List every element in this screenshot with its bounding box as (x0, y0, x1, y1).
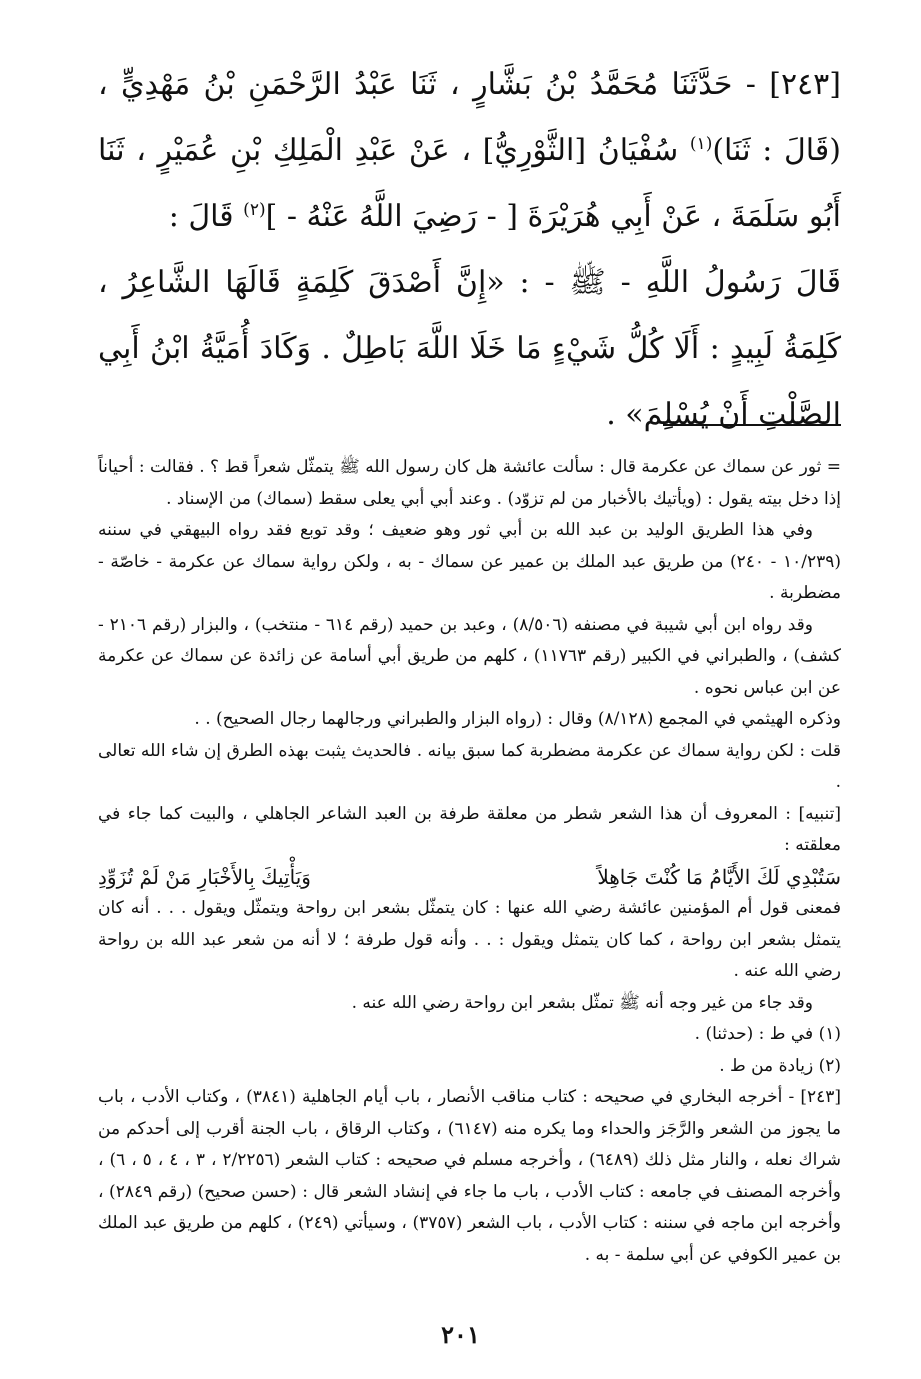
verse-first-hemistich: سَتُبْدِي لَكَ الأَيَّامُ مَا كُنْتَ جَاهِلاً (597, 864, 841, 889)
takhrij-note: [٢٤٣] - أخرجه البخاري في صحيحه : كتاب مناقب الأنصار ، باب أيام الجاهلية (٣٨٤١) ، وكتاب الأدب ، باب ما يجوز من الشعر والرَّجَز والحداء وما يكره منه (٦١٤٧) ، وكتاب الرقاق ، باب الجنة أقرب إلى أحدكم من شراك نعله ، والنار مثل ذلك (٦٤٨٩) ، وأخرجه مسلم في صحيحه : كتاب الشعر (٢/٢٢٥٦ ، ٣ ، ٤ ، ٥ ، ٦) ، وأخرجه المصنف في جامعه : كتاب الأدب ، باب ما جاء في إنشاد الشعر قال : (حسن صحيح) (رقم ٢٨٤٩) ، وأخرجه ابن ماجه في سننه : كتاب الأدب ، باب الشعر (٣٧٥٧) ، وسيأتي (٢٤٩) ، كلهم من طريق عبد الملك بن عمير الكوفي عن أبي سلمة - به . (98, 1087, 842, 1265)
hadith-isnad (98, 52, 841, 250)
page-number: ٢٠١ (441, 1320, 480, 1349)
note-paragraph: وذكره الهيثمي في المجمع (٨/١٢٨) وقال : (رواه البزار والطبراني ورجالهما رجال الصحيح) . . (194, 709, 841, 729)
isnad-line-1: [٢٤٣] - حَدَّثَنَا مُحَمَّدُ بْنُ بَشَّارٍ ، ثَنَا عَبْدُ الرَّحْمَنِ بْنُ مَهْدِيٍّ ، (قَالَ : ثَنَا) (98, 67, 841, 168)
poem-verse (98, 862, 841, 894)
footnote-ref-1[interactable]: (١) (689, 134, 713, 154)
note-paragraph: [تنبيه] : المعروف أن هذا الشعر شطر من معلقة طرفة بن العبد الشاعر الجاهلي ، والبيت كما جاء في معلقته : (98, 803, 841, 855)
footnote-ref-2[interactable]: (٢) (243, 200, 266, 220)
note-paragraph: فمعنى قول أم المؤمنين عائشة رضي الله عنها : كان يتمثّل بشعر ابن رواحة ويتمثّل ويقول . . . أنه كان يتمثل بشعر ابن رواحة ، كما كان يتمثل ويقول : . . وأنه قول طرفة ؛ لا أنه من شعر عبد الله بن رواحة رضي الله عنه . (98, 898, 842, 981)
isnad-line-2: سُفْيَانُ [الثَّوْرِيُّ] ، عَنْ عَبْدِ الْمَلِكِ بْنِ عُمَيْرٍ ، ثَنَا أَبُو سَلَمَةَ ، عَنْ أَبِي (98, 133, 841, 234)
note-paragraph: وقد رواه ابن أبي شيبة في مصنفه (٨/٥٠٦) ، وعبد بن حميد (رقم ٦١٤ - منتخب) ، والبزار (رقم ٢١٠٦ - كشف) ، والطبراني في الكبير (رقم ١١٧٦٣) ، كلهم من طريق أبي أسامة عن زائدة عن سماك عن عكرمة عن ابن عباس نحوه . (98, 614, 841, 698)
note-paragraph: وفي هذا الطريق الوليد بن عبد الله بن أبي ثور وهو ضعيف ؛ وقد توبع فقد رواه البيهقي في سننه (١٠/٢٣٩ - ٢٤٠) من طريق عبد الملك بن عمير عن سماك - به ، ولكن رواية سماك عن عكرمة - خاصّة - مضطربة . (98, 520, 841, 603)
hadith-matn: قَالَ رَسُولُ اللَّهِ - ﷺ - : «إِنَّ أَصْدَقَ كَلِمَةٍ قَالَهَا الشَّاعِرُ ، كَلِمَةُ لَبِيدٍ : أَلَا كُلُّ شَيْءٍ مَا خَلَا اللَّهَ بَاطِلٌ . وَكَادَ أُمَيَّةُ ابْنُ أَبِي الصَّلْتِ أَنْ يُسْلِمَ» . (98, 265, 841, 432)
footnote-separator (663, 424, 841, 426)
hadith-text (98, 52, 841, 448)
note-paragraph: وقد جاء من غير وجه أنه ﷺ تمثّل بشعر ابن رواحة رضي الله عنه . (351, 992, 813, 1013)
isnad-line-3: هُرَيْرَةَ [ - رَضِيَ اللَّهُ عَنْهُ - ] (265, 199, 601, 234)
footnotes (98, 452, 841, 1271)
isnad-line-3-end: قَالَ : (168, 199, 244, 234)
note-paragraph: = ثور عن سماك عن عكرمة قال : سألت عائشة هل كان رسول الله ﷺ يتمثّل شعراً قط ؟ . فقالت : أحياناً إذا دخل بيته يقول : (ويأتيك بالأخبار من لم تزوّد) . وعند أبي أبي يعلى سقط (سماك) من الإسناد . (98, 457, 841, 509)
verse-second-hemistich: وَيَأْتِيكَ بِالأَخْبَارِ مَنْ لَمْ تُزَوِّدِ (98, 864, 311, 889)
footnote-1: (١) في ط : (حدثنا) . (694, 1024, 841, 1044)
note-paragraph: قلت : لكن رواية سماك عن عكرمة مضطربة كما سبق بيانه . فالحديث يثبت بهذه الطرق إن شاء الله تعالى . (98, 740, 841, 792)
footnote-2: (٢) زيادة من ط . (719, 1055, 841, 1076)
